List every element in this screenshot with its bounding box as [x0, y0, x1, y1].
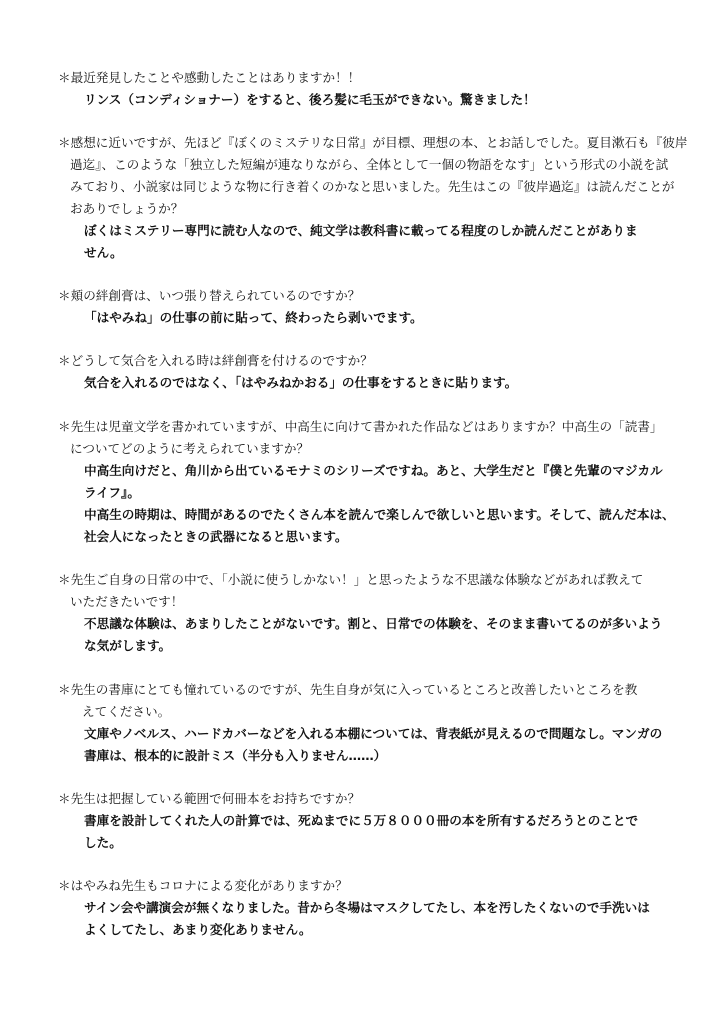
- answer-5-line-4: 社会人になったときの武器になると思います。: [84, 529, 348, 544]
- question-8-line-1: ＊先生は把握している範囲で何冊本をお持ちですか？: [58, 791, 361, 806]
- answer-9-line-2: よくしてたし、あまり変化ありません。: [84, 922, 312, 937]
- answer-4-line-1: 気合を入れるのではなく、「はやみねかおる」の仕事をするときに貼ります。: [84, 375, 518, 390]
- answer-7-line-1: 文庫やノベルス、ハードカバーなどを入れる本棚については、背表紙が見えるので問題なし。マンガの: [84, 726, 663, 741]
- answer-5-line-1: 中高生向けだと、角川から出ているモナミのシリーズですね。あと、大学生だと『僕と先輩のマジカル: [84, 463, 663, 478]
- answer-6-line-2: な気がします。: [84, 638, 172, 653]
- question-2-line-1: ＊感想に近いですが、先ほど『ぼくのミステリな日常』が目標、理想の本、とお話しでした。夏目漱石も『彼岸: [58, 135, 688, 150]
- question-3-line-1: ＊頬の絆創膏は、いつ張り替えられているのですか？: [58, 288, 361, 303]
- answer-5-line-2: ライフ』。: [84, 485, 140, 500]
- answer-6-line-1: 不思議な体験は、あまりしたことがないです。割と、日常での体験を、そのまま書いてるのが多いよう: [84, 616, 663, 631]
- question-2-line-3: みており、小説家は同じような物に行き着くのかなと思いました。先生はこの『彼岸過迄』は読んだことが: [70, 179, 675, 194]
- question-2-line-4: おありでしょうか？: [70, 201, 184, 216]
- answer-3-line-1: 「はやみね」の仕事の前に貼って、終わったら剥いでます。: [84, 310, 423, 325]
- question-6-line-1: ＊先生ご自身の日常の中で、「小説に使うしかない！」と思ったような不思議な体験などがあれば教えて: [58, 572, 644, 587]
- answer-2-line-1: ぼくはミステリー専門に読む人なので、純文学は教科書に載ってる程度のしか読んだことがありま: [84, 223, 638, 238]
- question-7-line-2: えてください。: [82, 704, 171, 719]
- answer-9-line-1: サイン会や講演会が無くなりました。昔から冬場はマスクしてたし、本を汚したくないので手洗いは: [84, 900, 650, 915]
- answer-8-line-2: した。: [84, 835, 122, 850]
- question-4-line-1: ＊どうして気合を入れる時は絆創膏を付けるのですか？: [58, 353, 373, 368]
- question-1-line-1: ＊最近発見したことや感動したことはありますか！！: [58, 70, 361, 85]
- question-7-line-1: ＊先生の書庫にとても憧れているのですが、先生自身が気に入っているところと改善したいところを教: [58, 682, 638, 697]
- answer-2-line-2: せん。: [84, 245, 123, 260]
- question-9-line-1: ＊はやみね先生もコロナによる変化がありますか？: [58, 878, 348, 893]
- answer-7-line-2: 書庫は、根本的に設計ミス（半分も入りません……）: [84, 748, 387, 763]
- question-5-line-2: についてどのように考えられていますか？: [70, 441, 310, 456]
- question-2-line-2: 過迄』、このような「独立した短編が連なりながら、全体として一個の物語をなす」という形式の小説を試: [70, 157, 669, 172]
- answer-8-line-1: 書庫を設計してくれた人の計算では、死ぬまでに５万８０００冊の本を所有するだろうとのことで: [84, 813, 639, 828]
- question-5-line-1: ＊先生は児童文学を書かれていますが、中高生に向けて書かれた作品などはありますか？中高生の「読書」: [58, 419, 663, 434]
- question-6-line-2: いただきたいです！: [70, 594, 184, 609]
- answer-1-line-1: リンス（コンディショナー）をすると、後ろ髪に毛玉ができない。驚きました！: [84, 92, 536, 107]
- answer-5-line-3: 中高生の時期は、時間があるのでたくさん本を読んで楽しんで欲しいと思います。そして、読んだ本は、: [84, 507, 675, 522]
